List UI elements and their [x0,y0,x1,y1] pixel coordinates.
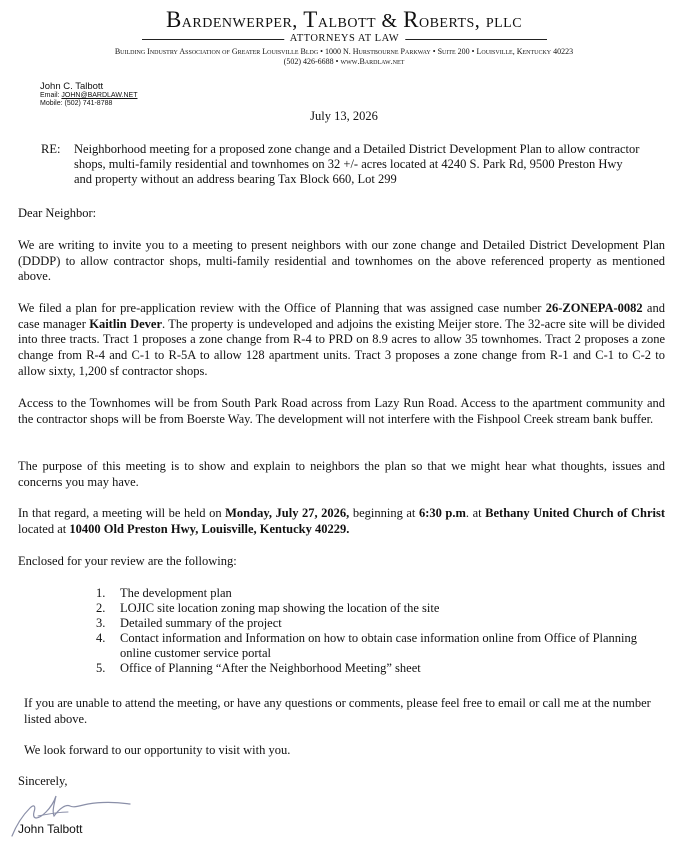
firm-initial: T [303,7,318,32]
firm-initial: B [165,7,182,32]
paragraph-meeting [18,506,665,537]
list-item [96,586,656,601]
paragraph-plan-details [18,301,665,380]
list-item [96,616,656,631]
text-run: located at [18,521,70,536]
list-item [96,661,656,676]
list-item [96,601,656,616]
firm-name [0,7,688,33]
list-text: Contact information and Information on how to obtain case information online from Office of Planning online customer service portal [120,631,638,660]
case-manager: Kaitlin Dever [89,316,163,331]
paragraph-closing-note: We look forward to our opportunity to visit with you. [24,743,291,757]
tagline-rule [142,32,547,46]
sender-name: John C. Talbott [40,81,104,92]
address-line: Building Industry Association of Greater Louisville Bldg • 1000 N. Hurstbourne Parkway • Suite 200 • Louisville, Kentucky 40223 [114,47,574,56]
sender-email [40,92,137,100]
paragraph-invite: We are writing to invite you to a meeting to present neighbors with our zone change and Detailed District Development Plan (DDDP) to allow contractor shops, multi-family residential and townhomes on the above referenced property as mentioned above. [18,238,665,284]
sender-mobile: Mobile: (502) 741-8788 [40,100,113,107]
letter-date: July 13, 2026 [310,109,378,123]
text-run: and case manager [18,301,665,331]
paragraph-contact: If you are unable to attend the meeting, or have any questions or comments, please feel free to email or call me at the number listed above. [24,696,651,726]
firm-address [0,47,688,67]
tagline: ATTORNEYS AT LAW [284,32,405,46]
paragraph-access: Access to the Townhomes will be from South Park Road across from Lazy Run Road. Access to the apartment community and the contractor shops will be from Boerste Way. The development will not interfere with the Fishpool Creek stream bank buffer. [18,396,665,426]
list-number: 5. [96,661,106,675]
list-text: The development plan [120,586,232,600]
case-number: 26-ZONEPA-0082 [545,301,643,315]
contact-line: (502) 426-6688 • www.Bardlaw.net [283,57,405,66]
firm-suffix: pllc [485,10,523,32]
meeting-time: 6:30 p.m [418,506,466,520]
email-link[interactable]: JOHN@BARDLAW.NET [61,92,138,99]
subject-text: Neighborhood meeting for a proposed zone change and a Detailed District Development Plan to allow contractor shops, multi-family residential and townhomes on 32 +/- acres located at 4240 S. Park Rd, 9500 Preston Hwy and property without an address bearing Tax Block 660, Lot 299 [74,142,640,186]
text-run: In that regard, a meeting will be held on [18,506,226,520]
salutation: Dear Neighbor: [18,206,97,220]
firm-part: oberts, [418,10,486,32]
text-run: beginning at [349,506,419,520]
email-label: Email: [40,92,62,99]
sender-block [40,81,137,108]
subject-line [41,142,641,187]
enclosure-list [96,586,656,676]
list-text: LOJIC site location zoning map showing the location of the site [120,601,440,615]
list-text: Office of Planning “After the Neighborhood Meeting” sheet [120,661,421,675]
list-number: 2. [96,601,106,615]
closing: Sincerely, [18,774,68,788]
list-number: 1. [96,586,106,600]
firm-part: albott & [317,10,404,32]
meeting-venue: Bethany United Church of Christ [485,506,666,520]
list-number: 3. [96,616,106,630]
text-run: . The property is undeveloped and adjoins the existing Meijer store. The 32-acre site will be divided into three tracts. Tract 1 proposes a zone change from R-4 to PRD on 8.9 acres to allow 35 townhomes. Tract 2 proposes a zone change from R-4 and C-1 to R-5A to allow 128 apartment units. Tract 3 proposes a zone change from R-1 and C-1 to C-2 to allow sixty, 1,200 sf contractor shops. [18,316,665,378]
signature-name: John Talbott [18,822,83,836]
list-text: Detailed summary of the project [120,616,282,630]
firm-part: ardenwerper, [181,10,304,32]
meeting-date: Monday, July 27, 2026, [225,506,350,520]
text-run: . at [465,506,486,520]
enclosures-intro: Enclosed for your review are the following: [18,554,237,568]
paragraph-purpose: The purpose of this meeting is to show and explain to neighbors the plan so that we might hear what thoughts, issues and concerns you may have. [18,459,665,489]
list-item [96,631,656,661]
subject-label: RE: [41,142,61,156]
text-run: We filed a plan for pre-application review with the Office of Planning that was assigned case number [18,301,546,315]
meeting-address: 10400 Old Preston Hwy, Louisville, Kentucky 40229. [69,521,350,536]
list-number: 4. [96,631,106,645]
firm-initial: R [403,7,419,32]
